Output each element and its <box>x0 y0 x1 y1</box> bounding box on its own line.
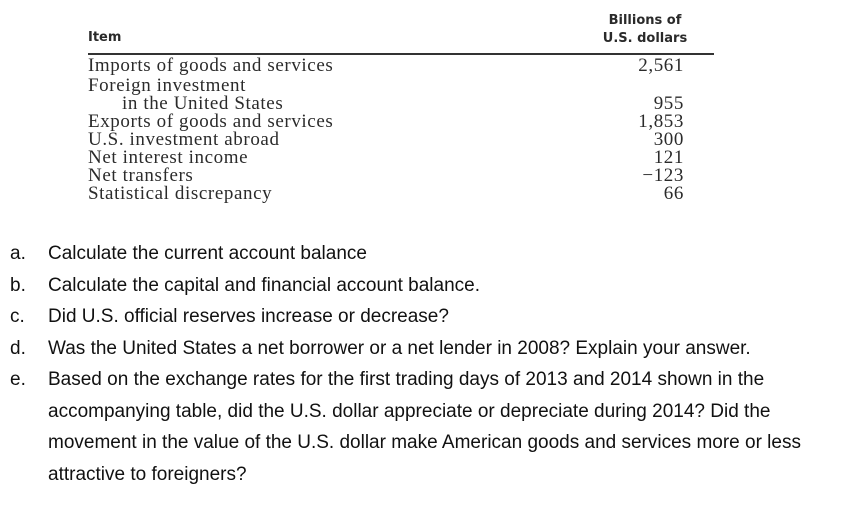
question-text: Did U.S. official reserves increase or decrease? <box>48 306 449 327</box>
column-header-value-line2: U.S. dollars <box>602 31 688 46</box>
row-value: −123 <box>642 165 684 186</box>
row-label: in the United States <box>122 93 284 114</box>
row-value: 300 <box>653 129 684 150</box>
row-label: Statistical discrepancy <box>88 183 273 204</box>
column-header-item: Item <box>88 30 122 45</box>
row-label: Imports of goods and services <box>88 55 334 76</box>
question-letter: b. <box>10 274 26 296</box>
question-letter: a. <box>10 243 26 264</box>
question-e <box>10 364 840 490</box>
question-letter: e. <box>10 369 26 390</box>
question-list <box>10 238 840 490</box>
row-label: Net transfers <box>88 165 194 186</box>
question-c <box>10 301 840 333</box>
row-value: 1,853 <box>638 111 684 132</box>
question-text: Based on the exchange rates for the first trading days of 2013 and 2014 shown in the accompanying table, did the U.S. dollar appreciate or depreciate during 2014? Did the movement in the value of the U.S. dollar make American goods and services more or less attractive to foreigners? <box>48 369 801 485</box>
table-row <box>88 185 714 203</box>
row-label: U.S. investment abroad <box>88 129 280 150</box>
question-text: Was the United States a net borrower or a net lender in 2008? Explain your answer. <box>48 337 751 359</box>
question-d <box>10 333 840 365</box>
row-label: Foreign investment <box>88 75 247 96</box>
question-b <box>10 270 840 302</box>
question-letter: c. <box>10 306 25 327</box>
question-letter: d. <box>10 337 26 359</box>
row-value: 121 <box>653 147 684 168</box>
table-body <box>88 57 714 203</box>
column-header-value <box>576 12 714 48</box>
row-value: 955 <box>653 93 684 114</box>
column-header-value-line1: Billions of <box>608 13 682 28</box>
row-value: 66 <box>663 183 684 204</box>
row-label: Exports of goods and services <box>88 111 334 132</box>
row-value: 2,561 <box>638 55 684 76</box>
question-a <box>10 238 840 270</box>
row-label: Net interest income <box>88 147 249 168</box>
question-text: Calculate the current account balance <box>48 243 367 264</box>
question-text: Calculate the capital and financial account balance. <box>48 274 481 296</box>
table-row <box>88 57 714 75</box>
